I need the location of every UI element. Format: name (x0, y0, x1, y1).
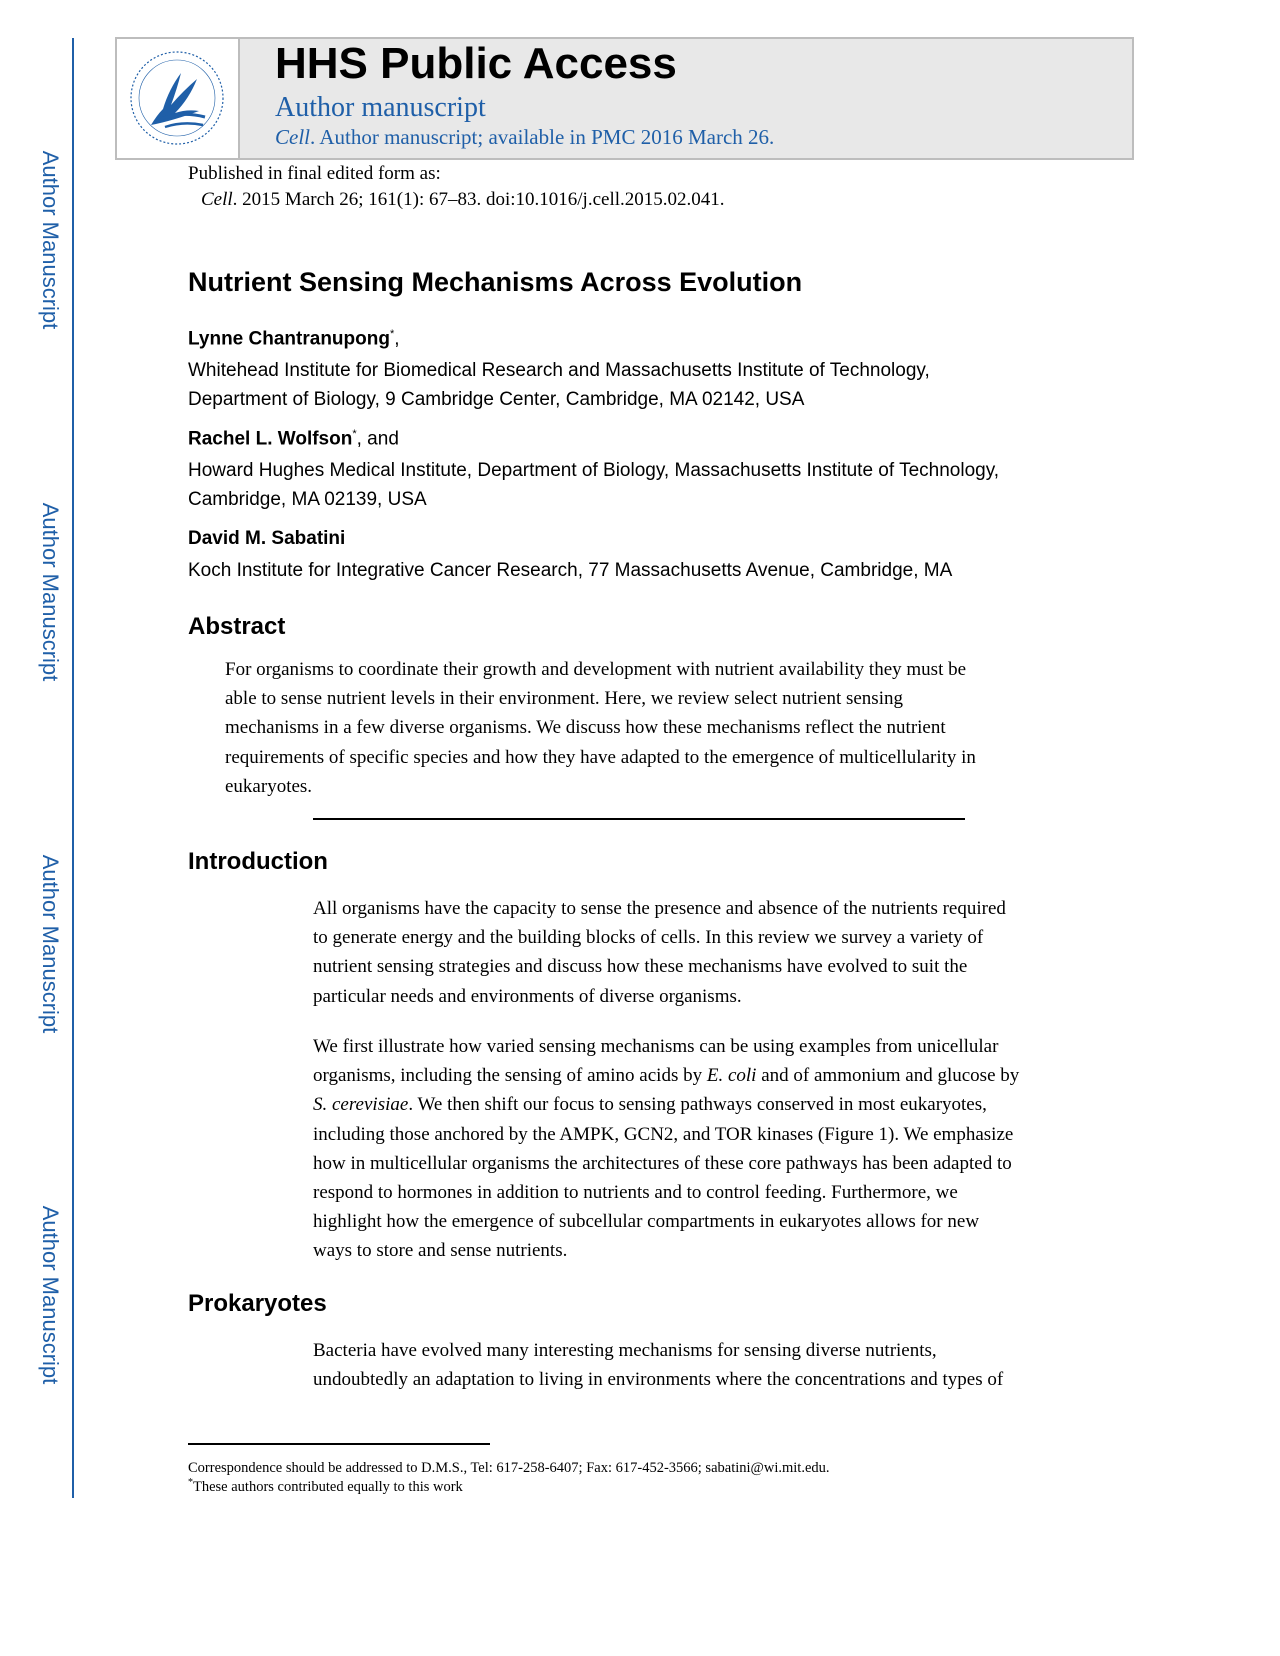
author-name: Rachel L. Wolfson (188, 428, 353, 450)
intro-line: All organisms have the capacity to sense the presence and absence of the nutrients required (313, 898, 1006, 919)
abstract-heading: Abstract (188, 613, 286, 640)
author-3 (188, 528, 345, 550)
abstract-line: requirements of specific species and how they have adapted to the emergence of multicellularity in (225, 746, 976, 768)
affiliation-line: Cambridge, MA 02139, USA (188, 489, 427, 510)
author-manuscript-label: Author manuscript (275, 92, 486, 123)
intro-text: and of ammonium and glucose by (756, 1065, 1020, 1087)
footnote-mark: * (188, 1477, 193, 1488)
intro-line: ways to store and sense nutrients. (313, 1240, 568, 1262)
affiliation-1 (188, 356, 1108, 414)
author-2 (188, 428, 399, 450)
intro-line: to generate energy and the building blocks of cells. In this review we survey a variety of (313, 927, 984, 949)
abstract-line: For organisms to coordinate their growth and development with nutrient availability they must be (225, 659, 967, 680)
citation-journal: Cell (201, 189, 233, 210)
author-name: David M. Sabatini (188, 528, 346, 549)
equal-contribution-footnote (188, 1477, 463, 1496)
species-name: S. cerevisiae (313, 1094, 409, 1116)
abstract-line: eukaryotes. (225, 775, 313, 797)
author-mark: * (389, 328, 395, 340)
hhs-eagle-logo-icon (117, 39, 238, 158)
availability-line (275, 125, 774, 150)
introduction-heading: Introduction (188, 848, 328, 875)
author-suffix: , (394, 328, 400, 350)
species-name: E. coli (706, 1065, 757, 1087)
intro-paragraph-2 (313, 1032, 1113, 1266)
published-label: Published in final edited form as: (188, 163, 441, 184)
citation-details: . 2015 March 26; 161(1): 67–83. doi:10.1016/j.cell.2015.02.041. (232, 189, 725, 210)
intro-text: organisms, including the sensing of amino acids by (313, 1065, 707, 1087)
author-name: Lynne Chantranupong (188, 328, 390, 350)
author-1 (188, 328, 400, 350)
sidebar-label-2: Author Manuscript (38, 502, 63, 682)
intro-line: including those anchored by the AMPK, GCN2, and TOR kinases (Figure 1). We emphasize (313, 1123, 1014, 1145)
sidebar-rule (72, 38, 74, 1498)
abstract-divider (313, 818, 965, 820)
intro-line (313, 1061, 1113, 1090)
intro-line (313, 1090, 1113, 1119)
author-mark: * (352, 428, 357, 440)
prokaryotes-line: undoubtedly an adaptation to living in environments where the concentrations and types of (313, 1369, 1004, 1391)
citation (201, 189, 725, 211)
hhs-title: HHS Public Access (275, 39, 677, 88)
sidebar-label-1: Author Manuscript (38, 150, 63, 330)
intro-line: highlight how the emergence of subcellular compartments in eukaryotes allows for new (313, 1211, 980, 1233)
intro-line: respond to hormones in addition to nutrients and to control feeding. Furthermore, we (313, 1182, 958, 1204)
footnote-text: These authors contributed equally to this work (193, 1478, 463, 1495)
intro-line: how in multicellular organisms the architectures of these core pathways has been adapted to (313, 1152, 1012, 1174)
author-suffix: , and (356, 428, 399, 450)
prokaryotes-body (313, 1336, 1113, 1394)
intro-paragraph-1 (313, 894, 1113, 1011)
intro-line: We first illustrate how varied sensing mechanisms can be using examples from unicellular (313, 1036, 999, 1057)
article-title: Nutrient Sensing Mechanisms Across Evolution (188, 267, 803, 297)
prokaryotes-heading: Prokaryotes (188, 1290, 327, 1317)
affiliation-line: Department of Biology, 9 Cambridge Center, Cambridge, MA 02142, USA (188, 389, 805, 410)
affiliation-2 (188, 456, 1108, 514)
affiliation-line: Koch Institute for Integrative Cancer Research, 77 Massachusetts Avenue, Cambridge, MA (188, 560, 953, 581)
sidebar-label-4: Author Manuscript (38, 1205, 63, 1385)
intro-text: . We then shift our focus to sensing pathways conserved in most eukaryotes, (408, 1094, 987, 1116)
prokaryotes-line: Bacteria have evolved many interesting mechanisms for sensing diverse nutrients, (313, 1340, 937, 1361)
correspondence-footnote: Correspondence should be addressed to D.M.S., Tel: 617-258-6407; Fax: 617-452-3566; sabatini@wi.mit.edu. (188, 1460, 830, 1476)
availability-journal: Cell (275, 125, 310, 149)
abstract-body (225, 655, 1105, 801)
abstract-line: mechanisms in a few diverse organisms. We discuss how these mechanisms reflect the nutrient (225, 717, 946, 739)
affiliation-line: Whitehead Institute for Biomedical Research and Massachusetts Institute of Technology, (188, 360, 930, 381)
footnote-divider (188, 1443, 490, 1445)
affiliation-3 (188, 556, 1108, 585)
hhs-logo (117, 39, 240, 158)
intro-line: nutrient sensing strategies and discuss how these mechanisms have evolved to suit the (313, 956, 968, 978)
sidebar-label-3: Author Manuscript (38, 854, 63, 1034)
abstract-line: able to sense nutrient levels in their environment. Here, we review select nutrient sensing (225, 688, 903, 710)
affiliation-line: Howard Hughes Medical Institute, Department of Biology, Massachusetts Institute of Technology, (188, 460, 1000, 481)
hhs-header (115, 37, 1134, 160)
intro-line: particular needs and environments of diverse organisms. (313, 985, 742, 1007)
availability-text: . Author manuscript; available in PMC 2016 March 26. (310, 125, 775, 149)
